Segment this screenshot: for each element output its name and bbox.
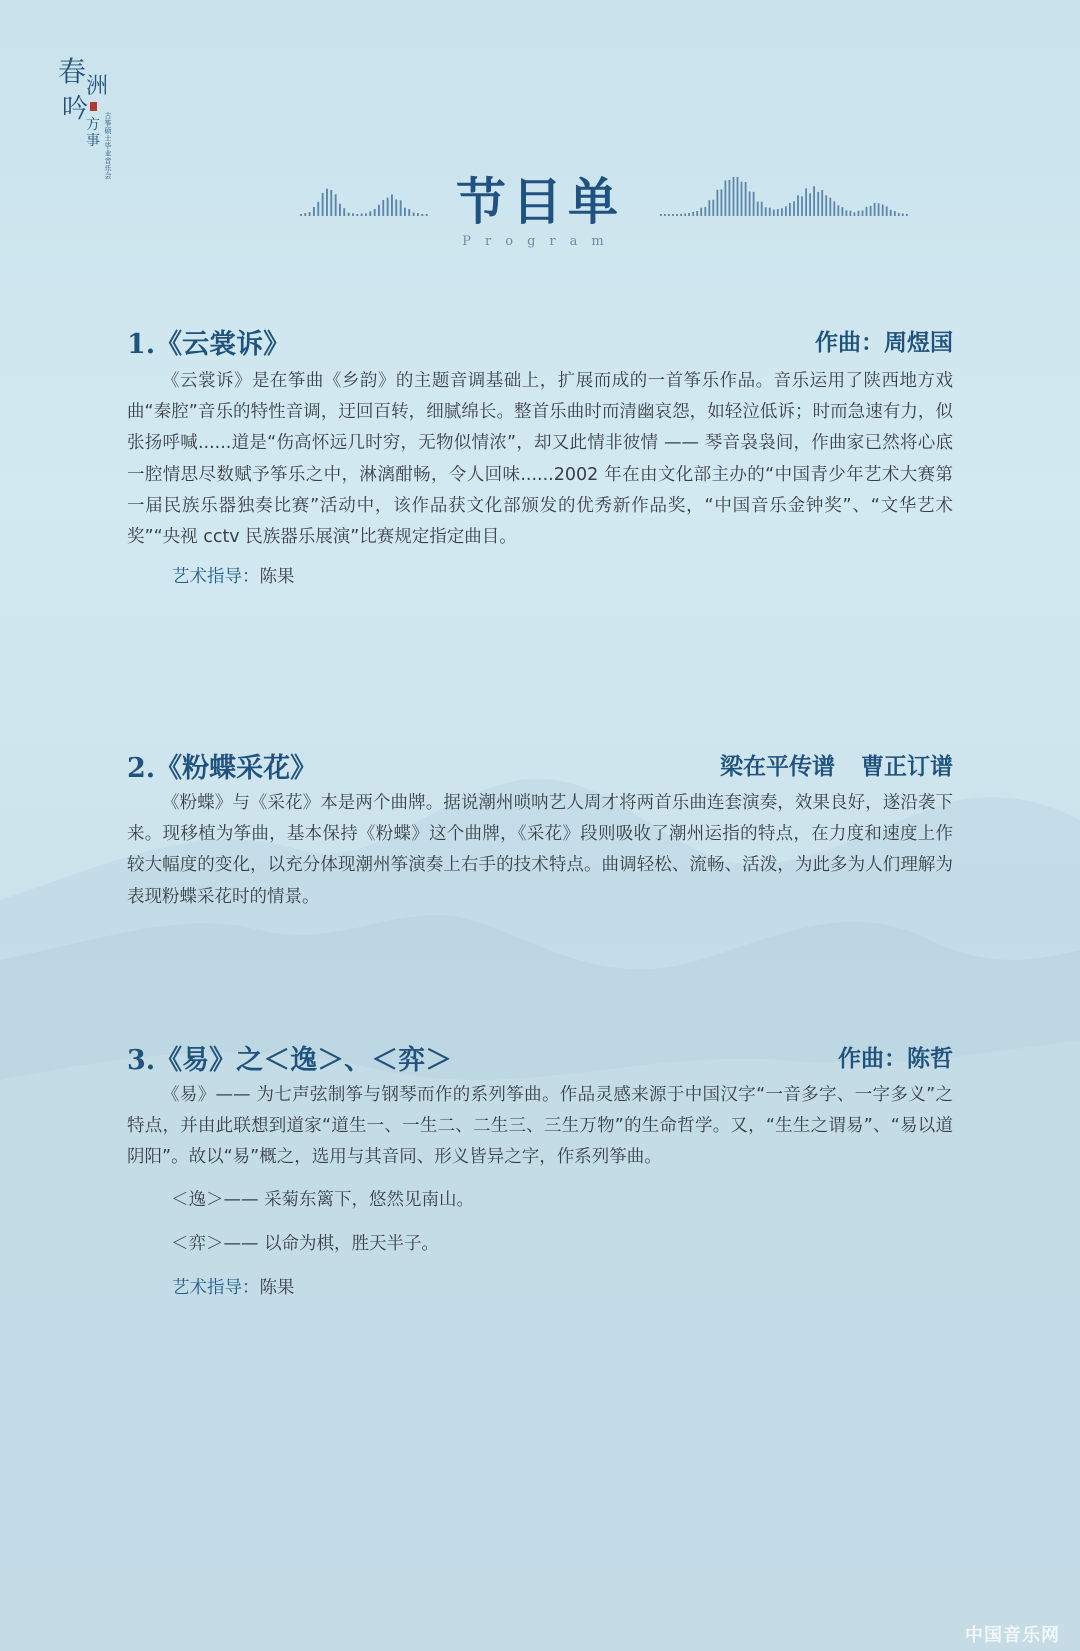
wave-bar [906, 214, 908, 216]
page-subtitle: Program [462, 234, 618, 249]
wave-bar [858, 211, 860, 216]
art-director-name: 陈果 [259, 1277, 295, 1298]
wave-bar [837, 205, 839, 216]
wave-bar [894, 211, 896, 216]
wave-bar [789, 203, 791, 216]
wave-bar [769, 208, 771, 216]
wave-bar [850, 211, 852, 216]
wave-bar [817, 192, 819, 216]
wave-bar [684, 214, 686, 217]
item-composer: 作曲：周煜国 [815, 329, 953, 356]
art-director [127, 563, 953, 588]
logo-char: 洲 [86, 74, 109, 99]
site-watermark: 中国音乐网 [965, 1625, 1060, 1646]
sub-piece-line: ＜逸＞—— 采菊东篱下，悠然见南山。 [171, 1189, 475, 1210]
item-description: 《易》—— 为七声弦制筝与钢琴而作的系列筝曲。作品灵感来源于中国汉字“一音多字、一字多义”之特点，并由此联想到道家“道生一、一生二、二生三、三生万物”的生命哲学。又，“生生之谓易”、“易以道阴阳”。故以“易”概之，选用与其音同、形义皆异之字，作系列筝曲。 [127, 1085, 953, 1168]
wave-bar [902, 213, 904, 216]
wave-bar [712, 200, 714, 216]
program-item-1 [127, 322, 953, 588]
wave-bar [749, 192, 751, 217]
wave-bar [773, 210, 775, 216]
wave-bar [680, 214, 682, 216]
item-title: 1.《云裳诉》 [127, 329, 291, 360]
wave-bar [833, 201, 835, 216]
wave-bar [692, 212, 694, 216]
red-seal-icon [90, 102, 97, 111]
wave-bar [704, 207, 706, 216]
item-title: 2.《粉蝶采花》 [127, 753, 318, 784]
wave-bar [745, 182, 747, 216]
art-director [127, 1266, 953, 1310]
program-item-3 [127, 1038, 953, 1310]
wave-bar [717, 190, 719, 216]
wave-bar [878, 203, 880, 216]
wave-bar [785, 206, 787, 216]
item-composer: 作曲：陈哲 [838, 1045, 953, 1072]
wave-bar [874, 203, 876, 216]
wave-bar [676, 214, 678, 216]
wave-bar [733, 177, 735, 216]
wave-bar [821, 190, 823, 216]
wave-bar [809, 193, 811, 216]
wave-bar [813, 186, 815, 216]
wave-bar [757, 202, 759, 216]
wave-bar [805, 188, 807, 216]
logo-char: 吟 [62, 94, 89, 124]
wave-bar [866, 207, 868, 216]
wave-bar [842, 207, 844, 216]
wave-bar [741, 182, 743, 216]
wave-bar [672, 214, 674, 216]
wave-bar [668, 214, 670, 216]
wave-bar [664, 214, 666, 216]
wave-bar [870, 206, 872, 216]
wave-bar [729, 180, 731, 216]
wave-bar [660, 214, 662, 216]
wave-bar [846, 210, 848, 216]
wave-bar [696, 211, 698, 216]
wave-bar [797, 195, 799, 216]
logo-char: 方 [86, 117, 100, 133]
item-composer: 梁在平传谱 曹正订谱 [719, 753, 953, 780]
wave-bar [708, 200, 710, 216]
wave-bar [825, 195, 827, 216]
wave-bar [781, 208, 783, 216]
art-director-label: 艺术指导： [172, 567, 260, 588]
wave-bar [761, 202, 763, 216]
wave-bar [765, 207, 767, 216]
art-director-label: 艺术指导： [172, 1277, 260, 1298]
item-title: 3.《易》之＜逸＞、＜弈＞ [127, 1045, 453, 1076]
item-description: 《粉蝶》与《采花》本是两个曲牌。据说潮州唢呐艺人周才将两首乐曲连套演奏，效果良好，遂沿袭下来。现移植为筝曲，基本保持《粉蝶》这个曲牌，《采花》段则吸收了潮州运指的特点，在力度和速度上作较大幅度的变化，以充分体现潮州筝演奏上右手的技术特点。曲调轻松、流畅、活泼，为此多为人们理解为表现粉蝶采花时的情景。 [127, 793, 953, 907]
wave-bar [862, 211, 864, 217]
logo-char: 事 [86, 133, 100, 149]
wave-bar [854, 212, 856, 216]
wave-bar [700, 208, 702, 216]
logo-char: 春 [58, 55, 87, 88]
wave-bar [793, 201, 795, 216]
program-item-2 [127, 746, 953, 913]
item-description: 《云裳诉》是在筝曲《乡韵》的主题音调基础上，扩展而成的一首筝乐作品。音乐运用了陕西地方戏曲“秦腔”音乐的特性音调，迂回百转，细腻绵长。整首乐曲时而清幽哀怨，如轻泣低诉；时而急速有力，似张扬呼喊......道是“伤高怀远几时穷，无物似情浓”，却又此情非彼情 —— 琴音袅袅间，作曲家已然将心底一腔情思尽数赋予筝乐之中，淋漓酣畅，令人回味......2002 年在由文化部主办的“中国青少年艺术大赛第一届民族乐器独奏比赛”活动中，该作品获文化部颁发的优秀新作品奖，“中国音乐金钟奖”、“文华艺术奖”“央视 cctv 民族器乐展演”比赛规定指定曲目。 [127, 371, 953, 548]
sub-piece-line: ＜弈＞—— 以命为棋，胜天半子。 [171, 1233, 440, 1254]
wave-bar [721, 189, 723, 216]
page-title: 节目单 [456, 172, 624, 231]
wave-bar [688, 213, 690, 216]
wave-bar [898, 213, 900, 216]
wave-bar [886, 206, 888, 216]
wave-bar [829, 198, 831, 216]
logo-subtext: 古筝硕士毕业音乐会 [104, 112, 112, 180]
wave-bar [777, 209, 779, 216]
program-header [0, 150, 1080, 260]
wave-bar [890, 210, 892, 216]
art-director-name: 陈果 [259, 567, 295, 588]
wave-bar [725, 180, 727, 216]
wave-bar [882, 205, 884, 217]
sound-wave-right-icon [660, 170, 910, 216]
wave-bar [753, 192, 755, 216]
wave-bar [801, 196, 803, 216]
wave-bar [737, 177, 739, 216]
